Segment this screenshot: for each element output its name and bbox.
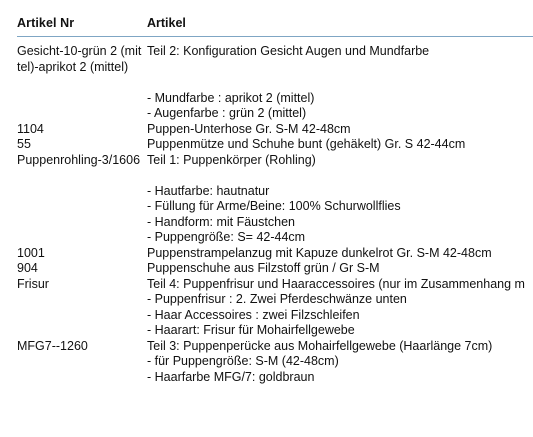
- description-line: Teil 2: Konfiguration Gesicht Augen und Mundfarbe: [147, 44, 430, 58]
- article-number: 1104: [17, 121, 44, 136]
- table-row: [17, 339, 533, 386]
- article-description: [147, 261, 533, 277]
- description-line: [147, 168, 533, 184]
- description-line: - Mundfarbe : aprikot 2 (mittel): [147, 90, 315, 105]
- header-article-number: Artikel Nr: [17, 16, 75, 30]
- article-number: MFG7--1260: [17, 338, 88, 353]
- article-description: [147, 153, 533, 246]
- description-line: - Puppengröße: S= 42-44cm: [147, 230, 306, 244]
- article-description: [147, 277, 533, 339]
- description-line: Puppenstrampelanzug mit Kapuze dunkelrot Gr. S-M 42-48cm: [147, 245, 492, 260]
- article-number: 1001: [17, 245, 45, 260]
- article-description: [147, 137, 533, 153]
- description-line: - Füllung für Arme/Beine: 100% Schurwollflies: [147, 199, 401, 213]
- description-line: - Haarart: Frisur für Mohairfellgewebe: [147, 323, 355, 337]
- table-row: [17, 246, 533, 262]
- header-article: Artikel: [147, 16, 186, 30]
- article-number: 55: [17, 137, 31, 151]
- description-line: - für Puppengröße: S-M (42-48cm): [147, 354, 339, 368]
- table-header: [17, 14, 533, 37]
- article-description: [147, 339, 533, 386]
- description-line: Puppen-Unterhose Gr. S-M 42-48cm: [147, 121, 351, 136]
- description-line: [147, 60, 533, 76]
- table-body: [17, 44, 533, 385]
- description-line: - Hautfarbe: hautnatur: [147, 183, 270, 198]
- article-number: Frisur: [17, 276, 49, 291]
- article-number: Gesicht-10-grün 2 (mittel)-aprikot 2 (mittel): [17, 44, 142, 74]
- table-row: [17, 44, 533, 122]
- article-description: [147, 246, 533, 262]
- description-line: Teil 3: Puppenperücke aus Mohairfellgewebe (Haarlänge 7cm): [147, 338, 493, 353]
- description-line: - Handform: mit Fäustchen: [147, 214, 295, 229]
- description-line: Teil 1: Puppenkörper (Rohling): [147, 152, 316, 167]
- article-number: 904: [17, 261, 38, 275]
- article-description: [147, 122, 533, 138]
- description-line: - Haarfarbe MFG/7: goldbraun: [147, 369, 315, 384]
- table-row: [17, 277, 533, 339]
- article-number: Puppenrohling-3/1606: [17, 152, 141, 167]
- description-line: Puppenschuhe aus Filzstoff grün / Gr S-M: [147, 261, 380, 275]
- description-line: - Haar Accessoires : zwei Filzschleifen: [147, 307, 360, 322]
- description-line: - Puppenfrisur : 2. Zwei Pferdeschwänze unten: [147, 292, 407, 306]
- article-description: [147, 44, 533, 122]
- description-line: Puppenmütze und Schuhe bunt (gehäkelt) Gr. S 42-44cm: [147, 137, 466, 151]
- table-row: [17, 137, 533, 153]
- description-line: Teil 4: Puppenfrisur und Haaraccessoires (nur im Zusammenhang m: [147, 276, 525, 291]
- description-line: [147, 75, 533, 91]
- table-row: [17, 153, 533, 246]
- table-row: [17, 261, 533, 277]
- description-line: - Augenfarbe : grün 2 (mittel): [147, 106, 307, 120]
- table-row: [17, 122, 533, 138]
